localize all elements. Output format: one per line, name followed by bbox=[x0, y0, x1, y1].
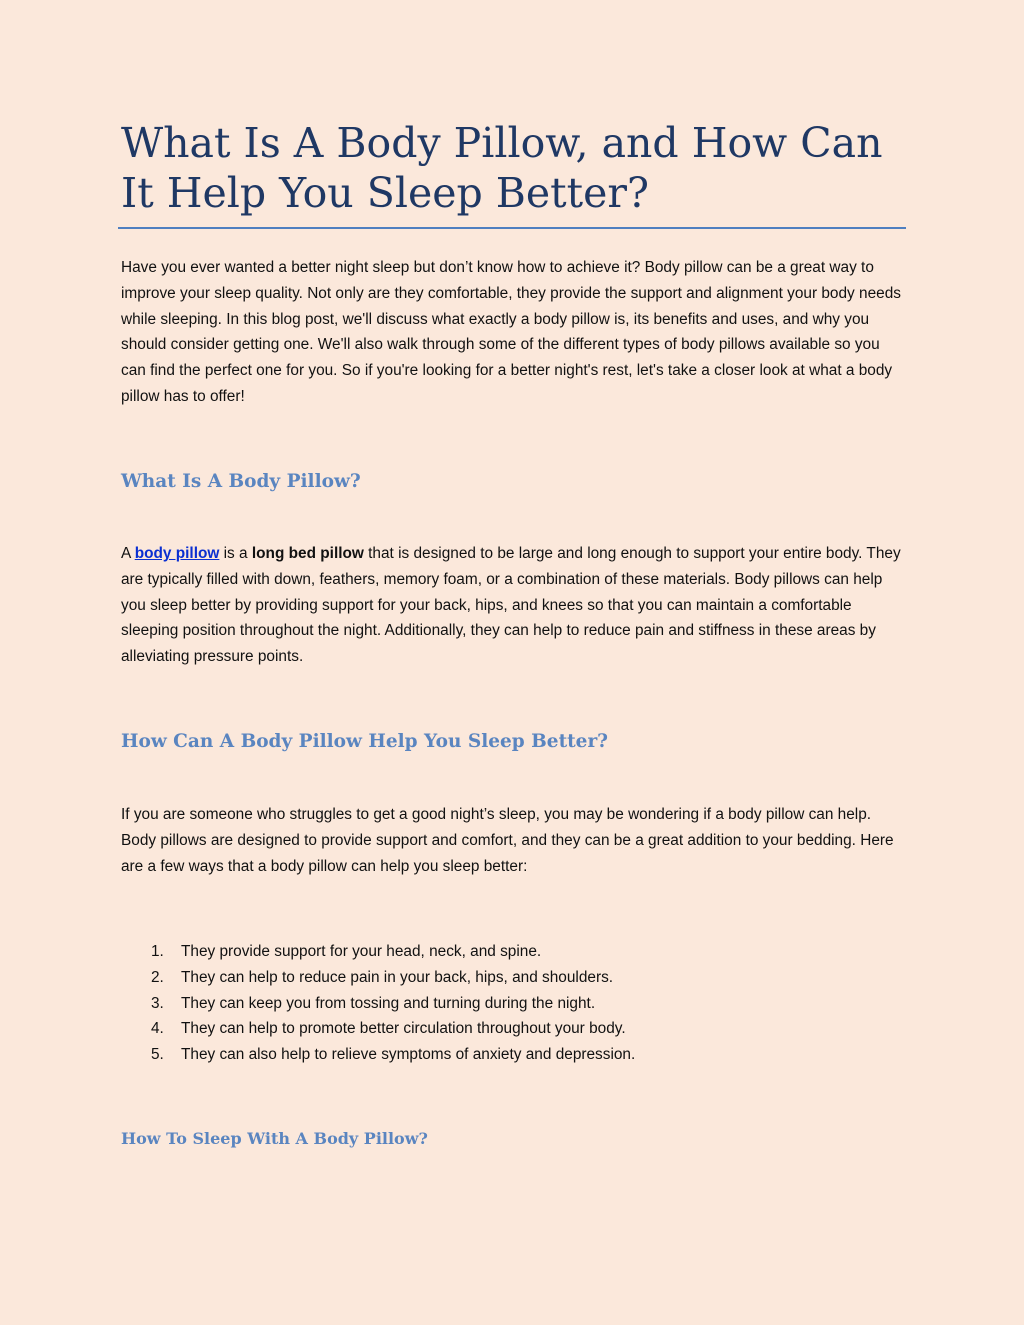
list-item bbox=[121, 1042, 905, 1068]
list-item-text: They can also help to relieve symptoms of anxiety and depression. bbox=[181, 1046, 636, 1064]
list-item bbox=[121, 939, 905, 965]
long-bed-pillow-bold: long bed pillow bbox=[251, 545, 364, 562]
page-title: What Is A Body Pillow, and How Can It Help You Sleep Better? bbox=[121, 119, 883, 217]
list-item-number: 3. bbox=[151, 994, 164, 1012]
list-item-number: 2. bbox=[151, 968, 164, 986]
section-heading-what-is: What Is A Body Pillow? bbox=[121, 471, 361, 492]
list-item-text: They provide support for your head, neck, and spine. bbox=[181, 943, 542, 960]
list-item-number: 1. bbox=[151, 943, 164, 960]
section-heading-how-can-help: How Can A Body Pillow Help You Sleep Better? bbox=[121, 731, 609, 752]
definition-paragraph bbox=[121, 541, 905, 670]
list-item bbox=[121, 965, 905, 991]
list-item bbox=[121, 1016, 905, 1042]
definition-middle: is a bbox=[223, 545, 248, 562]
intro-paragraph: Have you ever wanted a better night sleep but don’t know how to achieve it? Body pillow can be a great way to improve your sleep quality. Not only are they comfortable, they provide the support and alignment your body needs while sleeping. In this blog post, we'll discuss what exactly a body pillow is, its benefits and uses, and why you should consider getting one. We'll also walk through some of the different types of body pillows available so you can find the perfect one for you. So if you're looking for a better night's rest, let's take a closer look at what a body pillow has to offer! bbox=[121, 259, 901, 405]
list-item-text: They can help to reduce pain in your back, hips, and shoulders. bbox=[181, 968, 614, 986]
list-item-number: 5. bbox=[151, 1046, 164, 1064]
help-paragraph: If you are someone who struggles to get a good night’s sleep, you may be wondering if a body pillow can help. Body pillows are designed to provide support and comfort, and they can be a great addition to your bedding. Here are a few ways that a body pillow can help you sleep better: bbox=[121, 806, 894, 875]
definition-rest: that is designed to be large and long enough to support your entire body. They are typically filled with down, feathers, memory foam, or a combination of these materials. Body pillows can help you sleep better by providing support for your back, hips, and knees so that you can maintain a comfortable sleeping position throughout the night. Additionally, they can help to reduce pain and stiffness in these areas by alleviating pressure points. bbox=[121, 545, 901, 666]
list-item-number: 4. bbox=[151, 1020, 164, 1038]
list-item bbox=[121, 991, 905, 1017]
title-underline-divider bbox=[118, 227, 906, 229]
benefits-list bbox=[121, 939, 905, 1068]
definition-prefix: A bbox=[121, 545, 131, 562]
body-pillow-link[interactable]: body pillow bbox=[134, 545, 220, 562]
list-item-text: They can keep you from tossing and turning during the night. bbox=[181, 994, 596, 1012]
section-heading-how-to-sleep: How To Sleep With A Body Pillow? bbox=[121, 1129, 428, 1148]
list-item-text: They can help to promote better circulation throughout your body. bbox=[181, 1020, 626, 1038]
